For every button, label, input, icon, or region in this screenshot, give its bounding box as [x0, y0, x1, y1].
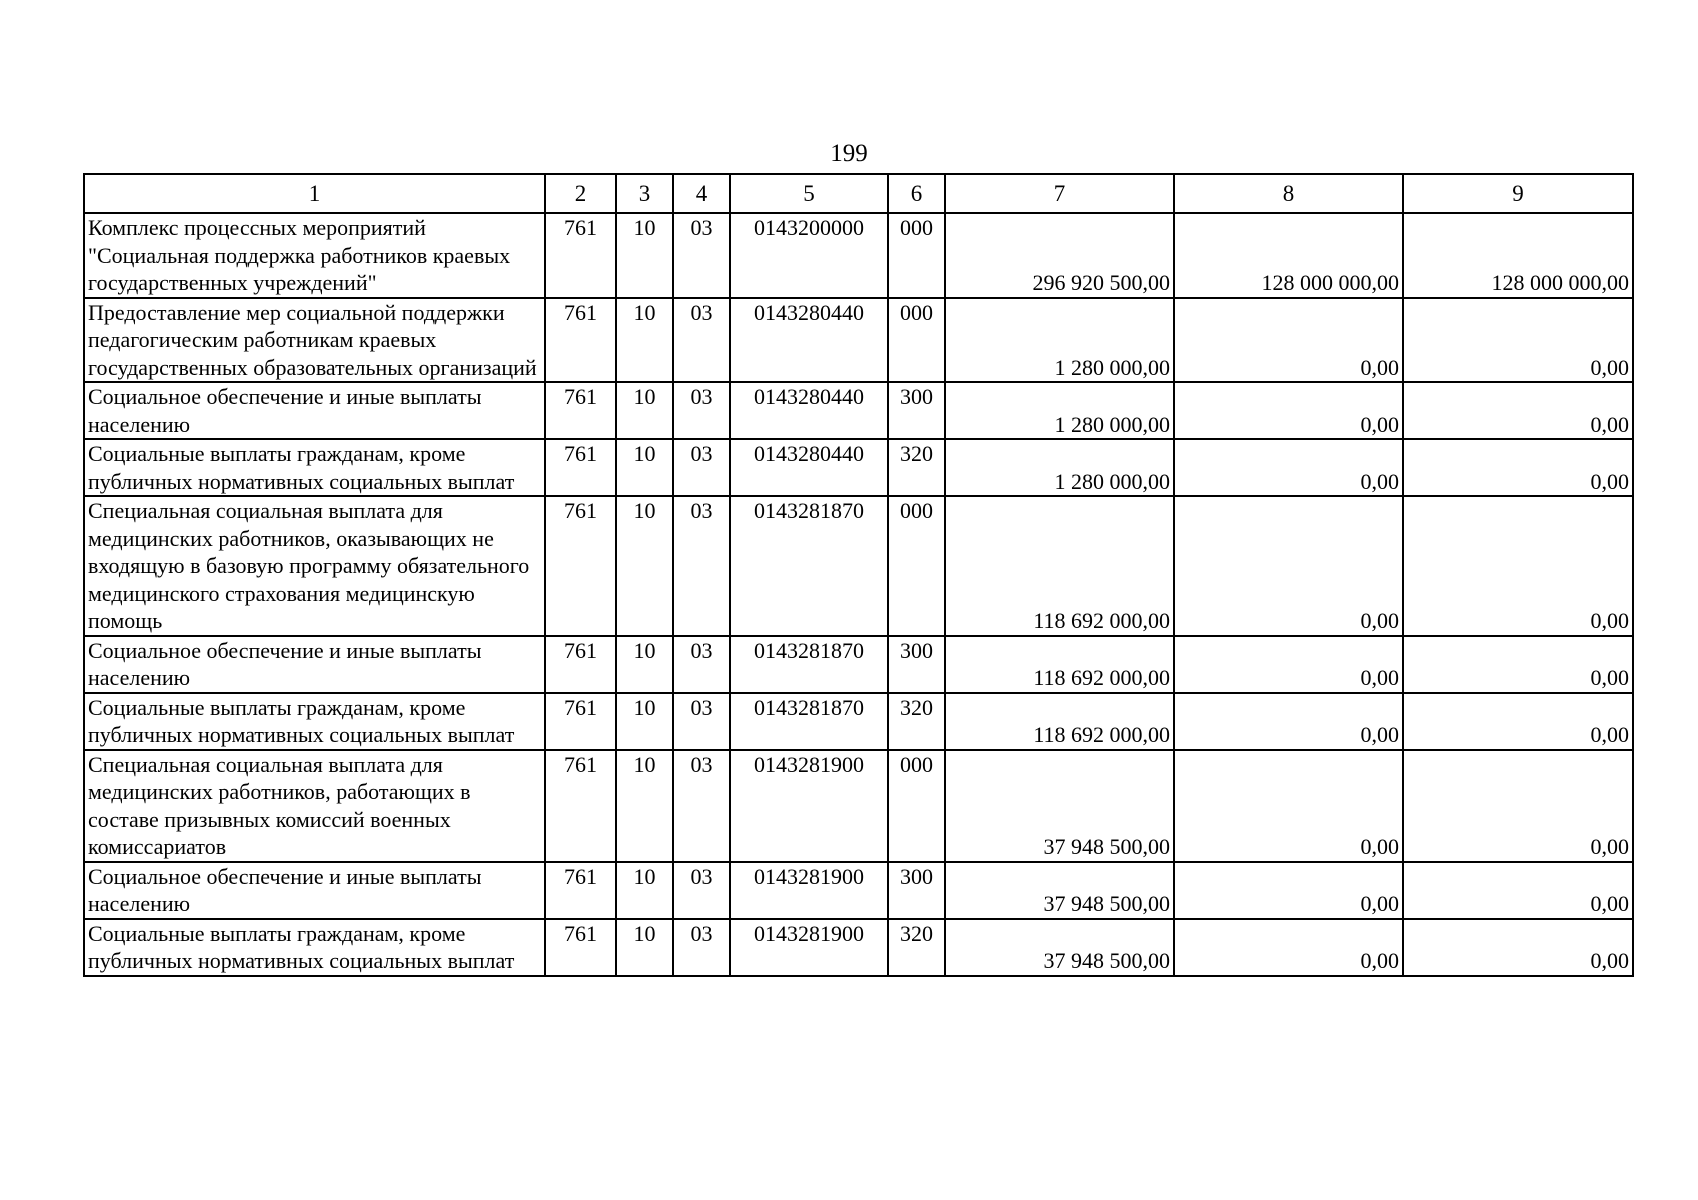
section-code: 10: [616, 298, 673, 383]
target-article-code: 0143200000: [730, 213, 888, 298]
target-article-code: 0143281900: [730, 919, 888, 976]
amount-col-7: 118 692 000,00: [945, 636, 1174, 693]
ministry-code: 761: [545, 919, 616, 976]
amount-col-9: 0,00: [1403, 382, 1633, 439]
amount-col-7: 1 280 000,00: [945, 382, 1174, 439]
section-code: 10: [616, 919, 673, 976]
table-row: [84, 496, 1633, 636]
section-code: 10: [616, 862, 673, 919]
amount-col-7: 296 920 500,00: [945, 213, 1174, 298]
amount-col-8: 0,00: [1174, 919, 1403, 976]
expense-type-code: 300: [888, 382, 945, 439]
ministry-code: 761: [545, 382, 616, 439]
amount-col-7: 118 692 000,00: [945, 693, 1174, 750]
column-header: 7: [945, 174, 1174, 213]
amount-col-7: 118 692 000,00: [945, 496, 1174, 636]
amount-col-8: 0,00: [1174, 382, 1403, 439]
ministry-code: 761: [545, 636, 616, 693]
column-header: 6: [888, 174, 945, 213]
subsection-code: 03: [673, 750, 730, 862]
table-row: [84, 439, 1633, 496]
amount-col-8: 0,00: [1174, 693, 1403, 750]
subsection-code: 03: [673, 496, 730, 636]
row-name: Социальное обеспечение и иные выплаты населению: [84, 862, 545, 919]
row-name: Социальное обеспечение и иные выплаты населению: [84, 636, 545, 693]
subsection-code: 03: [673, 693, 730, 750]
row-name: Социальное обеспечение и иные выплаты населению: [84, 382, 545, 439]
amount-col-8: 0,00: [1174, 439, 1403, 496]
amount-col-8: 0,00: [1174, 636, 1403, 693]
amount-col-8: 128 000 000,00: [1174, 213, 1403, 298]
ministry-code: 761: [545, 693, 616, 750]
subsection-code: 03: [673, 919, 730, 976]
table-row: [84, 862, 1633, 919]
amount-col-9: 0,00: [1403, 496, 1633, 636]
expense-type-code: 320: [888, 919, 945, 976]
expense-type-code: 300: [888, 862, 945, 919]
ministry-code: 761: [545, 213, 616, 298]
header-row: [84, 174, 1633, 213]
column-header: 2: [545, 174, 616, 213]
section-code: 10: [616, 496, 673, 636]
subsection-code: 03: [673, 636, 730, 693]
amount-col-7: 1 280 000,00: [945, 298, 1174, 383]
amount-col-9: 0,00: [1403, 750, 1633, 862]
target-article-code: 0143280440: [730, 298, 888, 383]
expense-type-code: 000: [888, 298, 945, 383]
amount-col-9: 0,00: [1403, 636, 1633, 693]
target-article-code: 0143281900: [730, 750, 888, 862]
section-code: 10: [616, 213, 673, 298]
column-header: 3: [616, 174, 673, 213]
column-header: 8: [1174, 174, 1403, 213]
ministry-code: 761: [545, 439, 616, 496]
target-article-code: 0143280440: [730, 439, 888, 496]
expense-type-code: 320: [888, 693, 945, 750]
expense-type-code: 000: [888, 750, 945, 862]
table-row: [84, 693, 1633, 750]
budget-table: [83, 173, 1634, 977]
table-row: [84, 298, 1633, 383]
amount-col-9: 128 000 000,00: [1403, 213, 1633, 298]
target-article-code: 0143281900: [730, 862, 888, 919]
amount-col-7: 37 948 500,00: [945, 919, 1174, 976]
column-header: 1: [84, 174, 545, 213]
expense-type-code: 320: [888, 439, 945, 496]
target-article-code: 0143281870: [730, 496, 888, 636]
column-header: 9: [1403, 174, 1633, 213]
amount-col-8: 0,00: [1174, 496, 1403, 636]
amount-col-7: 37 948 500,00: [945, 862, 1174, 919]
row-name: Социальные выплаты гражданам, кроме публичных нормативных социальных выплат: [84, 693, 545, 750]
section-code: 10: [616, 382, 673, 439]
row-name: Специальная социальная выплата для медицинских работников, оказывающих не входящую в базовую программу обязательного медицинского страхования медицинскую помощь: [84, 496, 545, 636]
ministry-code: 761: [545, 298, 616, 383]
page-number: 199: [830, 140, 868, 167]
row-name: Специальная социальная выплата для медицинских работников, работающих в составе призывных комиссий военных комиссариатов: [84, 750, 545, 862]
table-row: [84, 919, 1633, 976]
subsection-code: 03: [673, 382, 730, 439]
amount-col-8: 0,00: [1174, 750, 1403, 862]
column-header: 5: [730, 174, 888, 213]
subsection-code: 03: [673, 213, 730, 298]
section-code: 10: [616, 439, 673, 496]
amount-col-9: 0,00: [1403, 919, 1633, 976]
section-code: 10: [616, 750, 673, 862]
ministry-code: 761: [545, 496, 616, 636]
expense-type-code: 000: [888, 213, 945, 298]
amount-col-8: 0,00: [1174, 862, 1403, 919]
table-row: [84, 636, 1633, 693]
row-name: Социальные выплаты гражданам, кроме публичных нормативных социальных выплат: [84, 439, 545, 496]
amount-col-9: 0,00: [1403, 439, 1633, 496]
amount-col-9: 0,00: [1403, 693, 1633, 750]
expense-type-code: 000: [888, 496, 945, 636]
amount-col-8: 0,00: [1174, 298, 1403, 383]
table-row: [84, 213, 1633, 298]
amount-col-7: 37 948 500,00: [945, 750, 1174, 862]
target-article-code: 0143281870: [730, 693, 888, 750]
target-article-code: 0143280440: [730, 382, 888, 439]
amount-col-9: 0,00: [1403, 862, 1633, 919]
section-code: 10: [616, 636, 673, 693]
ministry-code: 761: [545, 750, 616, 862]
ministry-code: 761: [545, 862, 616, 919]
table-row: [84, 382, 1633, 439]
row-name: Социальные выплаты гражданам, кроме публичных нормативных социальных выплат: [84, 919, 545, 976]
target-article-code: 0143281870: [730, 636, 888, 693]
row-name: Комплекс процессных мероприятий "Социальная поддержка работников краевых государственных учреждений": [84, 213, 545, 298]
expense-type-code: 300: [888, 636, 945, 693]
amount-col-9: 0,00: [1403, 298, 1633, 383]
subsection-code: 03: [673, 298, 730, 383]
subsection-code: 03: [673, 439, 730, 496]
column-header: 4: [673, 174, 730, 213]
amount-col-7: 1 280 000,00: [945, 439, 1174, 496]
subsection-code: 03: [673, 862, 730, 919]
row-name: Предоставление мер социальной поддержки педагогическим работникам краевых государственных образовательных организаций: [84, 298, 545, 383]
table-row: [84, 750, 1633, 862]
section-code: 10: [616, 693, 673, 750]
